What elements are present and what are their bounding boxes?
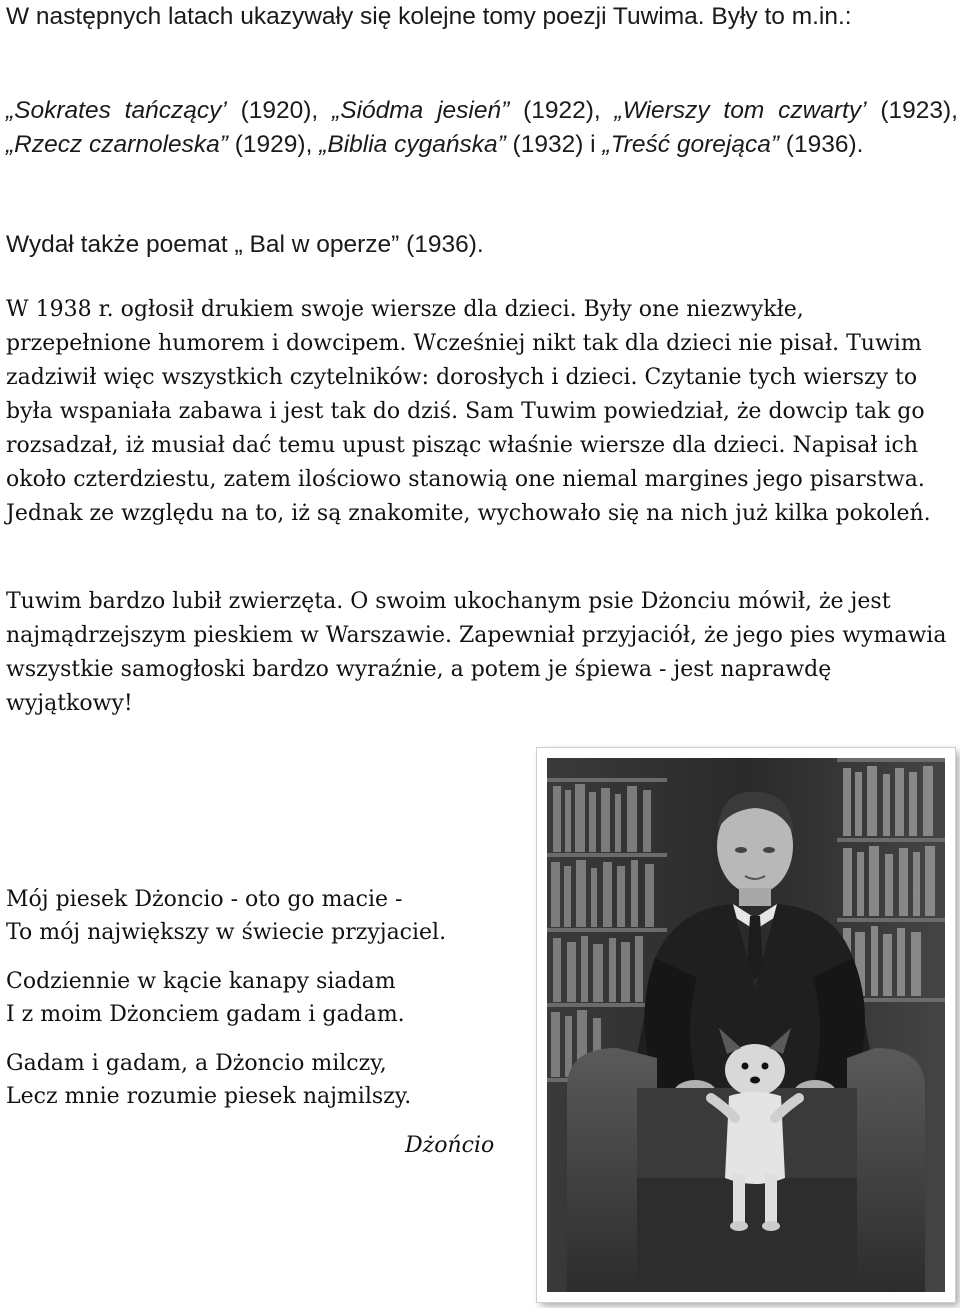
work-title: „Siódma jesień” — [332, 97, 510, 124]
poem-line: Gadam i gadam, a Dżoncio milczy, — [6, 1051, 387, 1076]
poem-stanza-3 — [6, 1047, 526, 1113]
poem-line: I z moim Dżonciem gadam i gadam. — [6, 1002, 405, 1027]
work-title: „Biblia cygańska” — [319, 131, 506, 158]
work-title: „Rzecz czarnoleska” — [6, 131, 228, 158]
bal-paragraph: Wydał także poemat „ Bal w operze” (1936). — [6, 231, 484, 258]
work-year: (1922), — [509, 97, 615, 124]
poem-stanza-1 — [6, 883, 526, 949]
work-year: (1929), — [227, 131, 320, 158]
work-title: „Wierszy tom czwarty’ — [614, 97, 867, 124]
work-year: (1936). — [778, 131, 864, 158]
intro-paragraph: W następnych latach ukazywały się kolejne tomy poezji Tuwima. Były to m.in.: — [6, 3, 852, 30]
work-year: (1932) i — [505, 131, 603, 158]
works-list-paragraph — [6, 94, 958, 162]
poem-stanza-2 — [6, 965, 526, 1031]
children-poems-paragraph: W 1938 r. ogłosił drukiem swoje wiersze dla dzieci. Były one niezwykłe, przepełnione humorem i dowcipem. Wcześniej nikt tak dla dzieci nie pisał. Tuwim zadziwił więc wszystkich czytelników: dorosłych i dzieci. Czytanie tych wierszy to była wspaniała zabawa i jest tak do dziś. Sam Tuwim powiedział, że dowcip tak go rozsadzał, iż musiał dać temu upust pisząc właśnie wiersze dla dzieci. Napisał ich około czterdziestu, zatem ilościowo stanowią one niemal margines jego pisarstwa. Jednak ze względu na to, iż są znakomite, wychowało się na nich już kilka pokoleń. — [6, 297, 931, 526]
work-title: „Treść gorejąca” — [602, 131, 779, 158]
poem-line: Lecz mnie rozumie piesek najmilszy. — [6, 1084, 412, 1109]
photo-frame — [537, 748, 955, 1302]
work-title: „Sokrates tańczący’ — [6, 97, 227, 124]
work-year: (1920), — [226, 97, 333, 124]
poem-line: To mój największy w świecie przyjaciel. — [6, 920, 447, 945]
photo-tuwim-with-dog — [547, 758, 945, 1292]
poem-line: Mój piesek Dżoncio - oto go macie - — [6, 887, 403, 912]
poem-signature: Dżońcio — [405, 1133, 495, 1158]
poem-line: Codziennie w kącie kanapy siadam — [6, 969, 396, 994]
dog-paragraph: Tuwim bardzo lubił zwierzęta. O swoim ukochanym psie Dżonciu mówił, że jest najmądrzejszym pieskiem w Warszawie. Zapewniał przyjaciół, że jego pies wymawia wszystkie samogłoski bardzo wyraźnie, a potem je śpiewa - jest naprawdę wyjątkowy! — [6, 589, 947, 716]
work-year: (1923), — [866, 97, 958, 124]
